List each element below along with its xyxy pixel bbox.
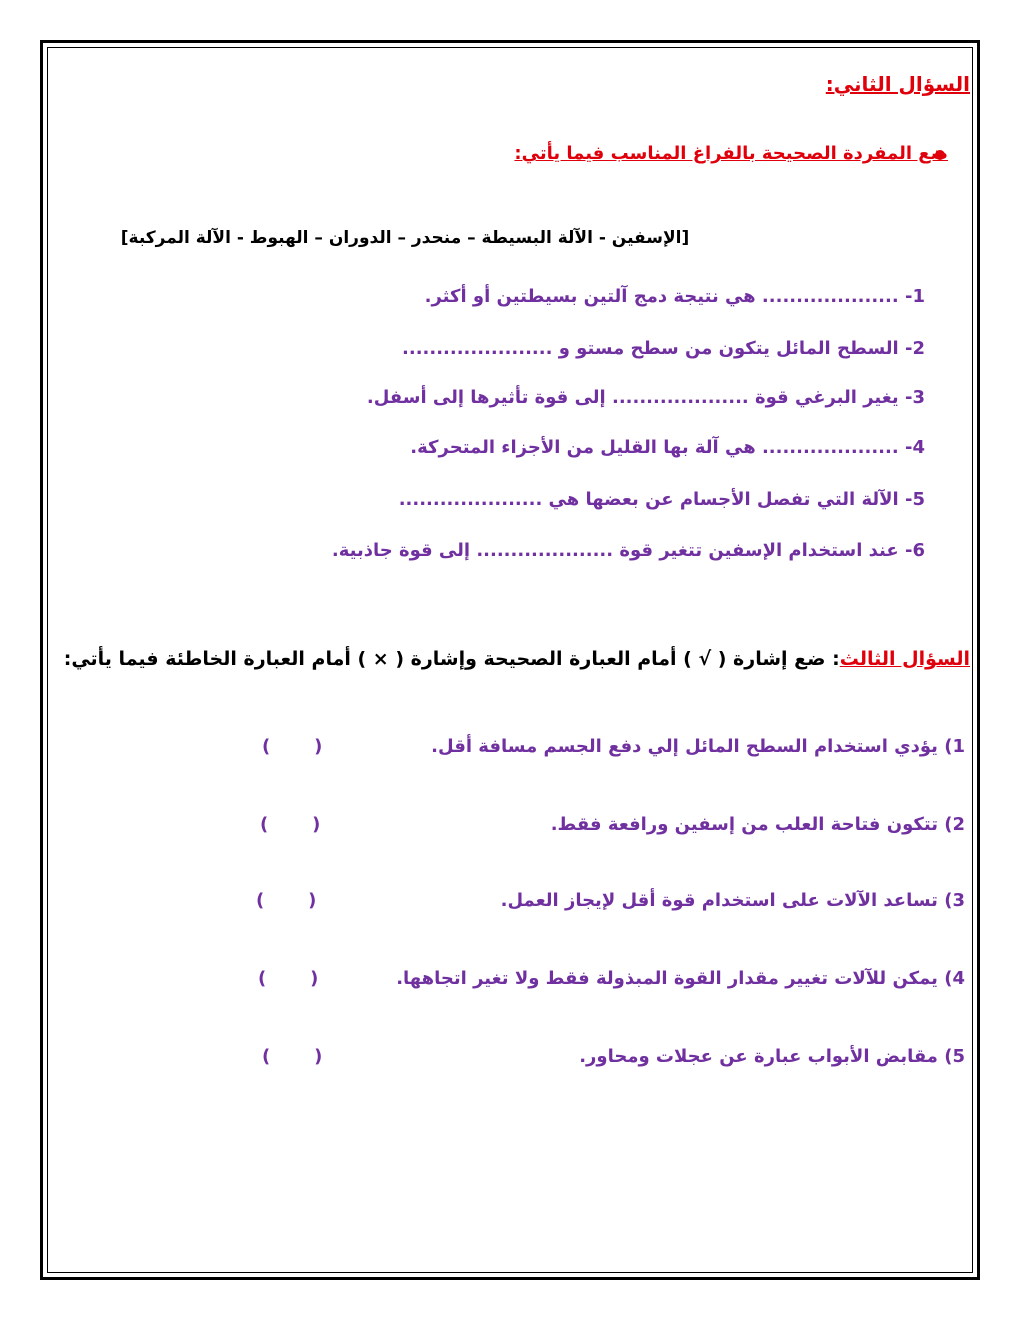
tf-item-number: 5): [944, 1046, 965, 1067]
tf-item-number: 4): [944, 968, 965, 989]
tf-item-number: 2): [944, 814, 965, 835]
tf-item-text: تساعد الآلات على استخدام قوة أقل لإيجاز العمل.: [500, 890, 938, 911]
fill-item-number: 2-: [904, 338, 925, 359]
answer-box-3[interactable]: ( ): [256, 890, 317, 911]
fill-item-4: [410, 437, 925, 458]
answer-box-4[interactable]: ( ): [258, 968, 319, 989]
tf-item-2: [551, 814, 965, 835]
tf-item-text: تتكون فتاحة العلب من إسفين ورافعة فقط.: [550, 814, 938, 835]
question3-instruction: : ضع إشارة ( √ ) أمام العبارة الصحيحة وإشارة ( × ) أمام العبارة الخاطئة فيما يأتي:: [63, 648, 840, 670]
question2-title: السؤال الثاني:: [825, 72, 970, 96]
fill-item-text: .................... هي آلة بها القليل من الأجزاء المتحركة.: [410, 437, 899, 458]
fill-item-1: [425, 286, 925, 307]
tf-item-1: [431, 736, 965, 757]
fill-item-3: [367, 387, 925, 408]
tf-item-4: [396, 968, 965, 989]
answer-box-5[interactable]: ( ): [262, 1046, 323, 1067]
tf-item-number: 3): [944, 890, 965, 911]
answer-box-2[interactable]: ( ): [260, 814, 321, 835]
fill-item-text: .................... هي نتيجة دمج آلتين بسيطتين أو أكثر.: [424, 286, 899, 307]
tf-item-text: يمكن للآلات تغيير مقدار القوة المبذولة فقط ولا تغير اتجاهها.: [396, 968, 938, 989]
fill-item-number: 3-: [904, 387, 925, 408]
word-bank: [الإسفين - الآلة البسيطة – منحدر – الدوران – الهبوط - الآلة المركبة]: [120, 228, 690, 248]
question3-title: السؤال الثالث: [839, 648, 970, 670]
fill-item-2: [402, 338, 925, 359]
fill-item-number: 1-: [904, 286, 925, 307]
answer-box-1[interactable]: ( ): [262, 736, 323, 757]
fill-item-number: 4-: [904, 437, 925, 458]
tf-item-text: مقابض الأبواب عبارة عن عجلات ومحاور.: [579, 1046, 938, 1067]
tf-item-number: 1): [944, 736, 965, 757]
tf-item-3: [501, 890, 965, 911]
question3-header: [64, 648, 970, 670]
question2-instruction: ضع المفردة الصحيحة بالفراغ المناسب فيما يأتي:: [514, 143, 948, 164]
fill-item-number: 6-: [904, 540, 925, 561]
tf-item-5: [579, 1046, 965, 1067]
fill-item-text: عند استخدام الإسفين تتغير قوة .................... إلى قوة جاذبية.: [331, 540, 899, 561]
fill-item-text: الآلة التي تفصل الأجسام عن بعضها هي .....................: [398, 489, 899, 510]
tf-item-text: يؤدي استخدام السطح المائل إلي دفع الجسم مسافة أقل.: [431, 736, 938, 757]
fill-item-5: [399, 489, 925, 510]
fill-item-6: [332, 540, 925, 561]
fill-item-text: يغير البرغي قوة .................... إلى قوة تأثيرها إلى أسفل.: [366, 387, 899, 408]
fill-item-number: 5-: [904, 489, 925, 510]
fill-item-text: السطح المائل يتكون من سطح مستو و ......................: [402, 338, 899, 359]
